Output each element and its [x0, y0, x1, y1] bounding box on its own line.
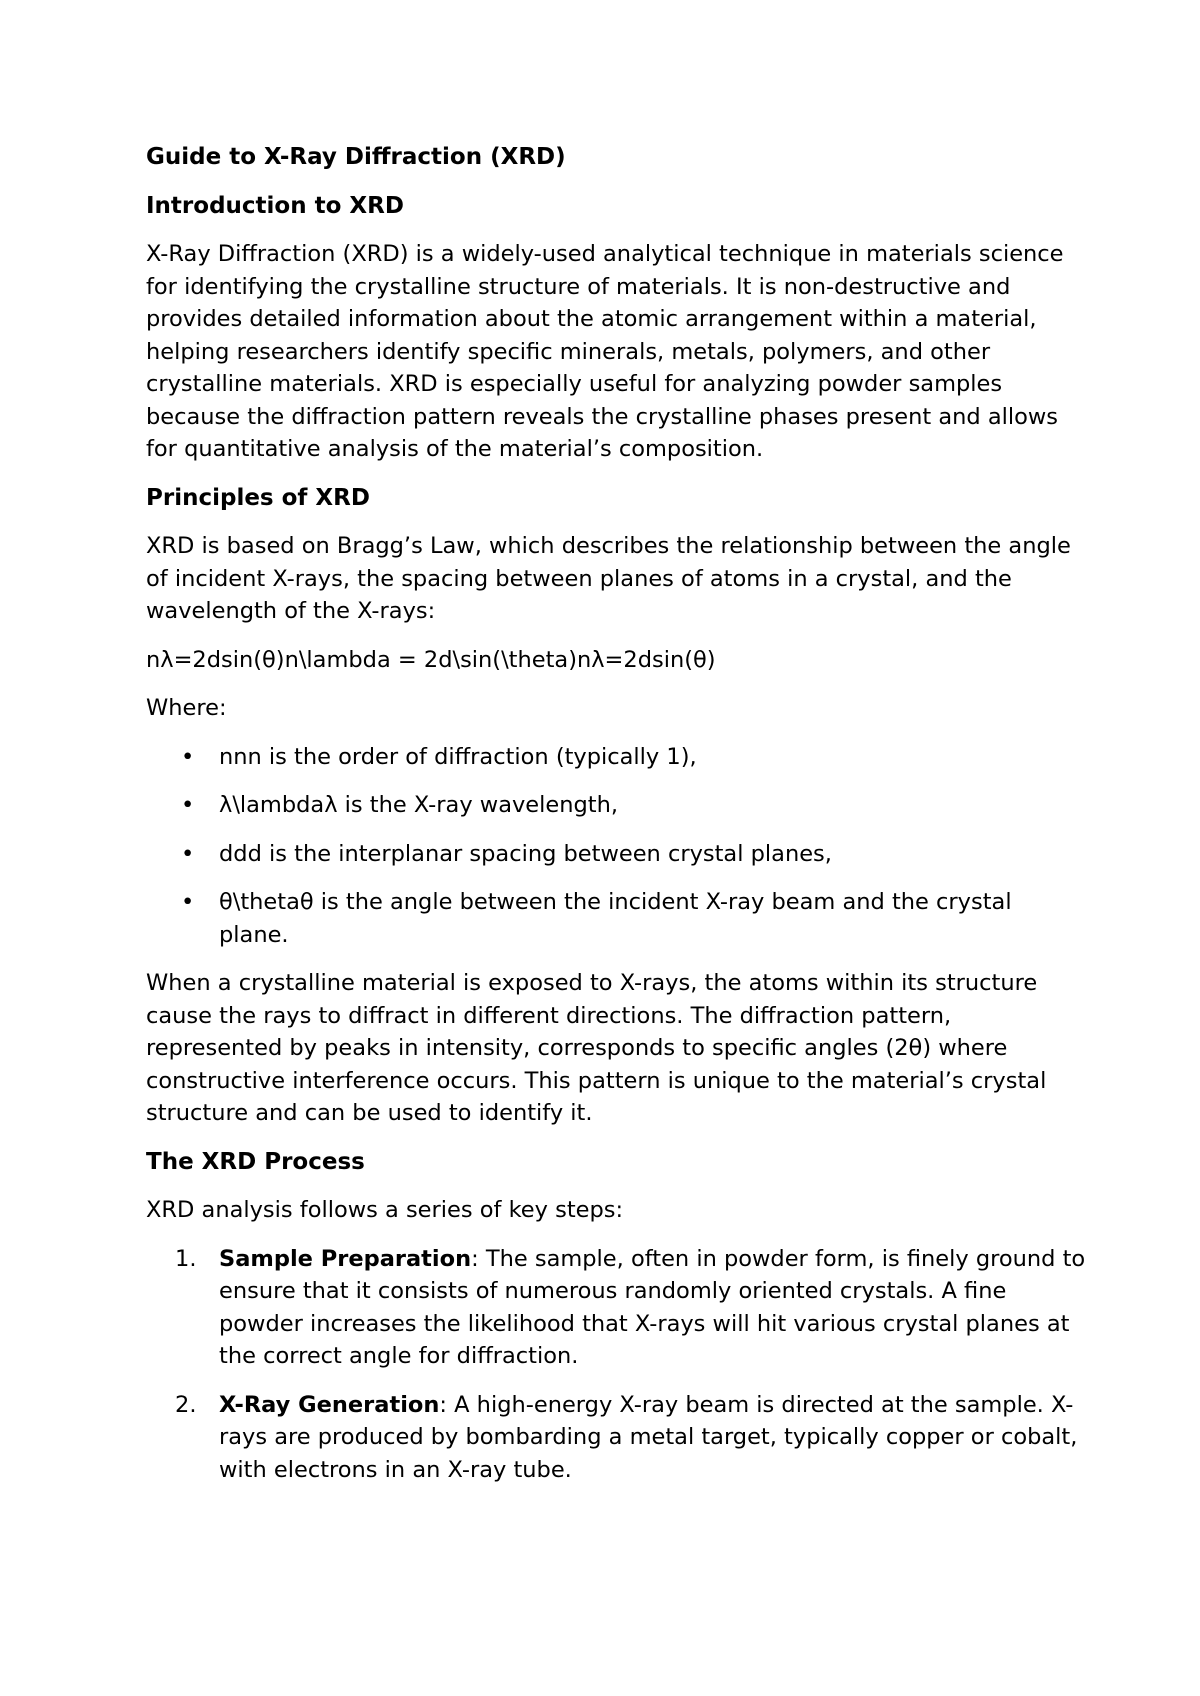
step-number: 2. [175, 1391, 197, 1418]
list-item-text: nnn is the order of diffraction (typically 1), [219, 743, 697, 770]
diffraction-paragraph: When a crystalline material is exposed to X-rays, the atoms within its structure cause the rays to diffract in different directions. The diffraction pattern, represented by peaks in intensity, corresponds to specific angles (2θ) where constructive interference occurs. This pattern is unique to the material’s crystal structure and can be used to identify it. [146, 970, 1047, 1126]
list-item-text: ddd is the interplanar spacing between crystal planes, [219, 840, 832, 867]
step-number: 1. [175, 1245, 197, 1272]
variable-list [146, 741, 1086, 952]
bullet-icon: • [181, 889, 195, 915]
step-term: Sample Preparation [219, 1245, 472, 1272]
step-term: X-Ray Generation [219, 1391, 440, 1418]
list-item [146, 838, 1086, 871]
step-item [146, 1389, 1086, 1487]
process-heading: The XRD Process [146, 1148, 365, 1175]
where-label: Where: [146, 695, 227, 721]
bullet-icon: • [181, 743, 195, 770]
list-item-text: λ\lambdaλ is the X-ray wavelength, [219, 792, 619, 818]
intro-heading: Introduction to XRD [146, 192, 404, 219]
process-steps [146, 1243, 1086, 1487]
intro-paragraph: X-Ray Diffraction (XRD) is a widely-used analytical technique in materials science for identifying the crystalline structure of materials. It is non-destructive and provides detailed information about the atomic arrangement within a material, helping researchers identify specific minerals, metals, polymers, and other crystalline materials. XRD is especially useful for analyzing powder samples because the diffraction pattern reveals the crystalline phases present and allows for quantitative analysis of the material’s composition. [146, 241, 1064, 462]
document-page [146, 141, 1086, 1502]
step-item [146, 1243, 1086, 1373]
principles-paragraph: XRD is based on Bragg’s Law, which describes the relationship between the angle of incident X-rays, the spacing between planes of atoms in a crystal, and the wavelength of the X-rays: [146, 533, 1071, 624]
list-item [146, 886, 1086, 951]
process-intro: XRD analysis follows a series of key steps: [146, 1197, 624, 1223]
step-text: : A high-energy X-ray beam is directed at the sample. X-rays are produced by bombarding a metal target, typically copper or cobalt, with electrons in an X-ray tube. [219, 1391, 1078, 1483]
list-item [146, 789, 1086, 822]
list-item [146, 741, 1086, 774]
step-text: : The sample, often in powder form, is finely ground to ensure that it consists of numerous randomly oriented crystals. A fine powder increases the likelihood that X-rays will hit various crystal planes at the correct angle for diffraction. [219, 1245, 1086, 1369]
list-item-text: θ\thetaθ is the angle between the incident X-ray beam and the crystal plane. [219, 889, 1012, 948]
bullet-icon: • [181, 792, 195, 818]
bragg-equation: nλ=2dsin(θ)n\lambda = 2d\sin(\theta)nλ=2dsin(θ) [146, 646, 716, 673]
bullet-icon: • [181, 840, 195, 867]
principles-heading: Principles of XRD [146, 484, 370, 511]
document-title: Guide to X-Ray Diffraction (XRD) [146, 144, 566, 170]
